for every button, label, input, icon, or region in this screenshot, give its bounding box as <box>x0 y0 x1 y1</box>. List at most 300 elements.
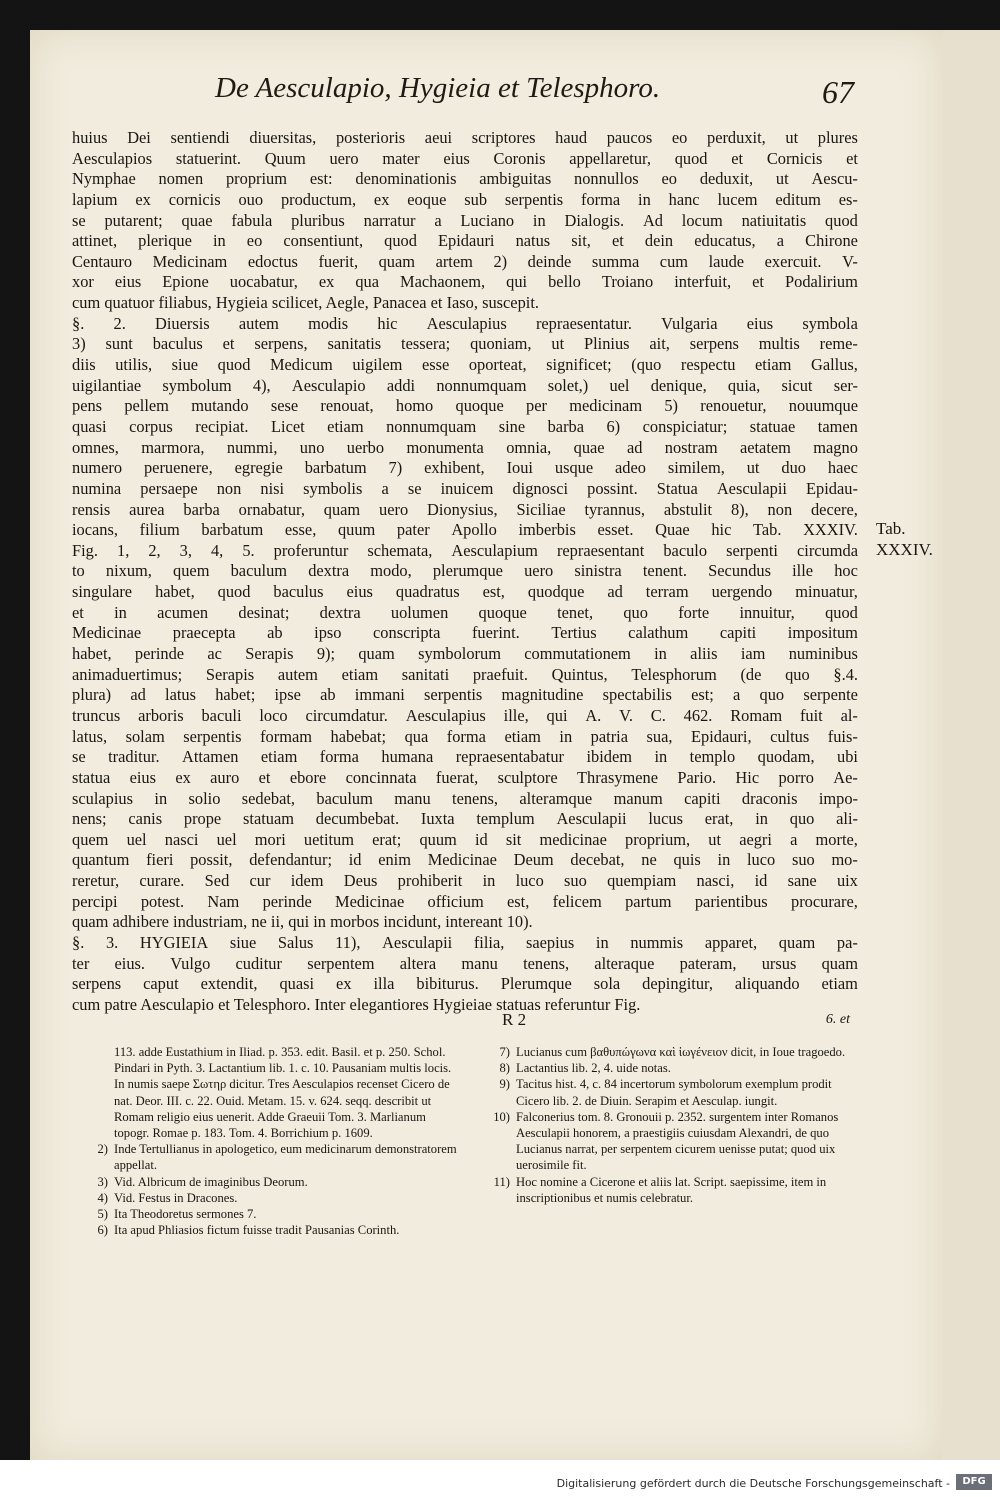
word: esse, <box>284 520 317 540</box>
word: Iuxta <box>420 809 455 829</box>
word: Luciano <box>460 210 515 230</box>
word: etiam <box>260 747 298 767</box>
word: Chirone <box>805 231 858 251</box>
word: ex <box>135 189 151 209</box>
word: ibidem <box>586 747 632 767</box>
word: repraesentabatur <box>455 747 565 767</box>
word: porro <box>778 767 814 787</box>
footnote-text: Ita Theodoretus sermones 7. <box>114 1207 257 1222</box>
word: ubi <box>837 747 858 767</box>
word: qui <box>506 272 528 292</box>
word: suo <box>564 871 587 891</box>
word: Medicinae <box>72 623 142 643</box>
word: locum <box>681 210 723 230</box>
word: in <box>654 747 668 767</box>
word: forte <box>678 602 710 622</box>
word: per <box>526 396 547 416</box>
running-head: De Aesculapio, Hygieia et Telesphoro. <box>215 72 661 104</box>
word: ali- <box>836 809 858 829</box>
word: 3. <box>105 932 119 952</box>
word: nummi, <box>226 437 278 457</box>
word: in <box>482 871 496 891</box>
word: natiuitatis <box>741 210 807 230</box>
word: numinibus <box>788 644 858 664</box>
word: C. <box>650 705 666 725</box>
word: nonnumquam <box>436 375 527 395</box>
word: Aesculapio <box>291 375 366 395</box>
word: quod <box>217 582 251 602</box>
word: in <box>559 726 573 746</box>
footnote-number: 3) <box>97 1174 108 1189</box>
word: Serapis <box>205 664 255 684</box>
word: uero <box>379 499 409 519</box>
word: possint. <box>587 478 638 498</box>
word: alteraque <box>594 953 655 973</box>
word: Siciliae <box>516 499 566 519</box>
word: sculapius <box>72 788 134 808</box>
word: baculum <box>316 788 373 808</box>
word: marmora, <box>141 437 205 457</box>
word: haec <box>827 458 858 478</box>
word: canis <box>128 809 163 829</box>
word: iam <box>740 644 766 664</box>
word: sanitatis <box>327 334 382 354</box>
word: idem <box>290 871 324 891</box>
word: Serapis <box>245 644 294 664</box>
word: Epidau- <box>806 478 858 498</box>
word: prohiberit <box>397 871 463 891</box>
word: est, <box>507 891 530 911</box>
text-line <box>72 149 858 170</box>
footnote-text: Hoc nomine a Cicerone et aliis lat. Script. saepissime, item in inscriptionibus et numis celebratur. <box>516 1174 827 1205</box>
word: Cornicis <box>766 148 823 168</box>
word: nonnullos <box>574 169 639 189</box>
text-line <box>72 479 858 500</box>
word: al- <box>840 705 858 725</box>
word: curare. <box>139 871 185 891</box>
word: patria <box>590 726 628 746</box>
word: perinde <box>262 891 312 911</box>
word: A. <box>585 705 602 725</box>
word: fuerit, <box>318 251 359 271</box>
word: Plinius <box>584 334 630 354</box>
text-line <box>72 747 858 768</box>
word: ser- <box>833 375 858 395</box>
word: truncus <box>72 705 121 725</box>
funding-notice: Digitalisierung gefördert durch die Deutsche Forschungsgemeinschaft - <box>556 1477 950 1490</box>
word: uolumen <box>390 602 449 622</box>
word: statua <box>72 767 111 787</box>
footnote-number: 6) <box>97 1223 108 1238</box>
word: quam <box>378 251 416 271</box>
word: decumbebat. <box>315 809 400 829</box>
text-line <box>72 561 858 582</box>
word: ipse <box>274 685 301 705</box>
word: siue <box>229 932 257 952</box>
word: quod <box>674 148 708 168</box>
footnote <box>78 1206 458 1222</box>
text-line <box>72 665 858 686</box>
word: solet,) <box>547 375 589 395</box>
word: uergendo <box>711 582 773 602</box>
word: a <box>733 685 741 705</box>
word: nasci, <box>696 871 735 891</box>
text-line <box>72 541 858 562</box>
word: praecepta <box>172 623 236 643</box>
word: edoctus <box>247 251 298 271</box>
word: Ae- <box>833 767 858 787</box>
word: barba <box>547 416 584 436</box>
word: significet; <box>546 355 612 375</box>
text-line <box>72 438 858 459</box>
word: sicut <box>781 375 813 395</box>
word: plerumque <box>432 561 503 581</box>
word: circumda <box>797 540 858 560</box>
word: fuit <box>799 705 823 725</box>
word: quo <box>785 664 810 684</box>
word: lucem <box>717 189 758 209</box>
word: saepius <box>526 932 575 952</box>
text-line <box>72 768 858 789</box>
text-line <box>72 190 858 211</box>
word: forma <box>319 747 359 767</box>
word: Gallus, <box>810 355 858 375</box>
word: tenent. <box>642 561 688 581</box>
word: duo <box>781 458 806 478</box>
word: Secundus <box>708 561 771 581</box>
word: acumen <box>157 602 209 622</box>
text-line <box>72 231 858 252</box>
word: baculum <box>230 561 288 581</box>
word: quem <box>72 829 109 849</box>
footnote <box>78 1174 458 1190</box>
word: singulare <box>72 582 133 602</box>
footnote-number: 11) <box>493 1174 510 1189</box>
word: quodam, <box>757 747 815 767</box>
word: symbolis <box>303 478 363 498</box>
word: quoque <box>455 396 504 416</box>
word: quod <box>825 602 858 622</box>
word: eoque <box>407 189 447 209</box>
text-line <box>72 706 858 727</box>
footnote <box>480 1060 860 1076</box>
word: usque <box>554 458 594 478</box>
word: serpens <box>689 334 739 354</box>
word: 1, <box>117 540 130 560</box>
word: eius <box>114 272 142 292</box>
word: luco <box>515 871 544 891</box>
word: praefuit. <box>472 664 528 684</box>
word: sit <box>505 829 522 849</box>
word: ambiguitas <box>479 169 552 189</box>
word: appellaretur, <box>569 148 651 168</box>
word: narratur <box>363 210 416 230</box>
word: tenens, <box>523 953 570 973</box>
text-line <box>72 169 858 190</box>
word: sentiendi <box>170 128 230 147</box>
word: quempiam <box>607 871 677 891</box>
word: 2) <box>493 251 508 271</box>
word: statuerint. <box>175 148 241 168</box>
word: aetatem <box>739 437 791 457</box>
word: eo <box>246 231 263 251</box>
word: repraesentant <box>556 540 645 560</box>
word: in <box>717 850 731 870</box>
text-line <box>72 334 858 355</box>
word: modo, <box>370 561 412 581</box>
signature-mark: R 2 <box>502 1010 527 1029</box>
footnote-text: Ita apud Phliasios fictum fuisse tradit Pausanias Corinth. <box>114 1223 400 1238</box>
word: denominationis <box>355 169 457 189</box>
word: dextra <box>308 561 350 581</box>
word: capiti <box>684 788 721 808</box>
word: ad <box>626 437 643 457</box>
word: medicinam <box>569 396 643 416</box>
text-line <box>72 582 858 603</box>
word: Epione <box>162 272 209 292</box>
word: pa- <box>836 932 858 952</box>
word: ex <box>175 767 191 787</box>
word: etiam <box>341 664 379 684</box>
word: circumdatur. <box>305 705 388 725</box>
word: Telesphorum <box>631 664 717 684</box>
footnote <box>78 1222 458 1238</box>
word: proprium <box>225 169 287 189</box>
word: sua, <box>646 726 673 746</box>
footnotes-left <box>78 1044 458 1238</box>
word: ouo <box>238 189 264 209</box>
word: 11), <box>335 932 361 952</box>
text-line: cum patre Aesculapio et Telesphoro. Inter elegantiores Hygieiae statuas referuntur Fig. <box>72 994 641 1014</box>
word: Ad <box>642 210 663 230</box>
text-line <box>72 685 858 706</box>
word: Aesculapios <box>72 148 153 168</box>
word: quam <box>358 644 395 664</box>
word: Aesculapium <box>451 540 538 560</box>
word: sanitati <box>401 664 450 684</box>
word: persaepe <box>140 478 198 498</box>
word: Aescu- <box>811 169 858 189</box>
word: quia, <box>727 375 761 395</box>
word: 462. <box>683 705 713 725</box>
word: (de <box>740 664 762 684</box>
word: Pario. <box>677 767 717 787</box>
word: quod <box>384 231 417 251</box>
word: quum <box>337 520 376 540</box>
word: ab <box>320 685 336 705</box>
word: 4, <box>210 540 224 560</box>
word: a <box>776 231 785 251</box>
word: uerbo <box>346 437 385 457</box>
word: quadratus <box>395 582 460 602</box>
word: Nymphae <box>72 169 136 189</box>
text-line: cum quatuor filiabus, Hygieia scilicet, Aegle, Panacea et Iaso, suscepit. <box>72 293 539 313</box>
word: quae <box>181 210 213 230</box>
word: ille, <box>503 705 529 725</box>
word: ne <box>641 850 657 870</box>
word: utilis, <box>115 355 153 375</box>
word: ab <box>267 623 283 643</box>
word: oporteat, <box>468 355 527 375</box>
word: HYGIEIA <box>139 932 209 952</box>
text-line <box>72 211 858 232</box>
word: tessera; <box>401 334 451 354</box>
word: §. <box>72 932 85 952</box>
word: quoniam, <box>470 334 532 354</box>
word: statuae <box>749 416 796 436</box>
word: et <box>72 602 84 622</box>
footnote-number: 9) <box>499 1077 510 1092</box>
word: bibiturus. <box>416 974 479 994</box>
word: barbatum <box>304 458 367 478</box>
word: perinde <box>134 644 185 664</box>
text-line <box>72 933 858 954</box>
word: addi <box>386 375 416 395</box>
word: uetitum <box>303 829 354 849</box>
word: fuis- <box>827 726 858 746</box>
word: id <box>348 850 362 870</box>
word: pluribus <box>291 210 345 230</box>
word: non <box>767 499 793 519</box>
word: sane <box>787 871 817 891</box>
footnote-text: 113. adde Eustathium in Iliad. p. 353. edit. Basil. et p. 250. Schol. Pindari in Pyth. 3. Lactantium lib. 1. c. 10. Pausaniam multis locis. In numis saepe Σωτηρ dicitur. Tres Aesculapios recenset Cicero de nat. Deor. III. c. 22. Ouid. Metam. 15. v. 624. seqq. describit ut Romam religio eius uenerit. Adde Graeuii Tom. 3. Marlianum topogr. Romae p. 183. Tom. 4. Borrichium p. 1609. <box>114 1045 452 1141</box>
word: nixum, <box>105 561 152 581</box>
word: serpentis <box>424 685 483 705</box>
text-line <box>72 272 858 293</box>
word: non <box>216 478 242 498</box>
word: nasci <box>164 829 199 849</box>
word: prope <box>183 809 222 829</box>
word: laude <box>708 251 745 271</box>
word: baculus <box>152 334 203 354</box>
text-line <box>72 954 858 975</box>
word: et <box>222 334 235 354</box>
word: exercuit. <box>764 251 822 271</box>
word: Podalirium <box>785 272 858 292</box>
word: Thrasymene <box>577 767 659 787</box>
word: mutando <box>191 396 249 416</box>
word: schemata, <box>367 540 433 560</box>
word: in <box>595 932 609 952</box>
word: sola <box>593 974 621 994</box>
word: quam <box>778 932 816 952</box>
word: in <box>154 788 168 808</box>
word: desinat; <box>238 602 290 622</box>
word: autem <box>238 313 279 333</box>
word: forma <box>446 726 486 746</box>
word: manum <box>613 788 663 808</box>
footnotes-right <box>480 1044 860 1206</box>
word: proferuntur <box>273 540 349 560</box>
word: quasi <box>279 974 315 994</box>
word: peruenere, <box>143 458 213 478</box>
word: recipiat. <box>195 416 249 436</box>
word: est; <box>691 685 714 705</box>
word: productum, <box>280 189 357 209</box>
word: 7) <box>388 458 403 478</box>
word: plerique <box>138 231 192 251</box>
word: Dialogis. <box>564 210 625 230</box>
word: attinet, <box>72 231 118 251</box>
word: Machaonem, <box>400 272 486 292</box>
word: baculus <box>273 582 324 602</box>
digitization-footer <box>0 1460 1000 1497</box>
word: eius <box>443 148 470 168</box>
word: templo <box>689 747 736 767</box>
word: nomen <box>158 169 204 189</box>
word: educatus, <box>694 231 756 251</box>
word: tenet, <box>557 602 594 622</box>
word: uno <box>299 437 325 457</box>
word: humana <box>381 747 434 767</box>
word: a <box>790 829 798 849</box>
word: baculi <box>201 705 242 725</box>
word: Epidauri <box>438 231 495 251</box>
footnote-text: Lactantius lib. 2, 4. uide notas. <box>516 1061 671 1076</box>
word: se <box>72 747 86 767</box>
word: Dionysius, <box>427 499 498 519</box>
word: ex <box>336 974 352 994</box>
word: quam <box>821 953 858 973</box>
word: Aesculapii <box>556 809 627 829</box>
word: omnes, <box>72 437 119 457</box>
word: quo <box>623 602 648 622</box>
word: draconis <box>741 788 798 808</box>
word: enim <box>378 850 411 870</box>
word: quasi <box>72 416 107 436</box>
word: esset. <box>597 520 634 540</box>
word: Vulgaria <box>661 313 718 333</box>
word: nouumque <box>788 396 858 416</box>
word: Salus <box>277 932 314 952</box>
word: huius <box>72 128 108 147</box>
word: lapium <box>72 189 118 209</box>
word: quam <box>323 499 361 519</box>
text-line <box>72 500 858 521</box>
word: in <box>532 210 546 230</box>
word: nonnumquam <box>386 416 477 436</box>
word: manu <box>394 788 431 808</box>
word: Medicinam <box>152 251 228 271</box>
word: quae <box>573 437 605 457</box>
word: perduxit, <box>707 128 766 147</box>
word: diuersitas, <box>249 128 317 147</box>
word: eo <box>671 128 688 147</box>
word: Quum <box>264 148 306 168</box>
text-line <box>72 376 858 397</box>
word: mo- <box>831 850 858 870</box>
word: quodque <box>527 582 585 602</box>
word: quod <box>825 210 858 230</box>
word: quo <box>759 685 785 705</box>
word: eo <box>661 169 677 189</box>
word: in <box>638 189 651 209</box>
word: erat, <box>704 809 734 829</box>
text-line <box>72 458 858 479</box>
word: officium <box>427 891 484 911</box>
word: procurare, <box>791 891 858 911</box>
word: esse <box>421 355 450 375</box>
word: 4), <box>252 375 271 395</box>
word: filium <box>139 520 180 540</box>
word: symbolum <box>162 375 232 395</box>
word: Diuersis <box>155 313 210 333</box>
word: 5. <box>242 540 255 560</box>
word: qui <box>546 705 568 725</box>
word: putarent; <box>104 210 163 230</box>
word: (quo <box>631 355 662 375</box>
word: Medicinae <box>427 850 497 870</box>
